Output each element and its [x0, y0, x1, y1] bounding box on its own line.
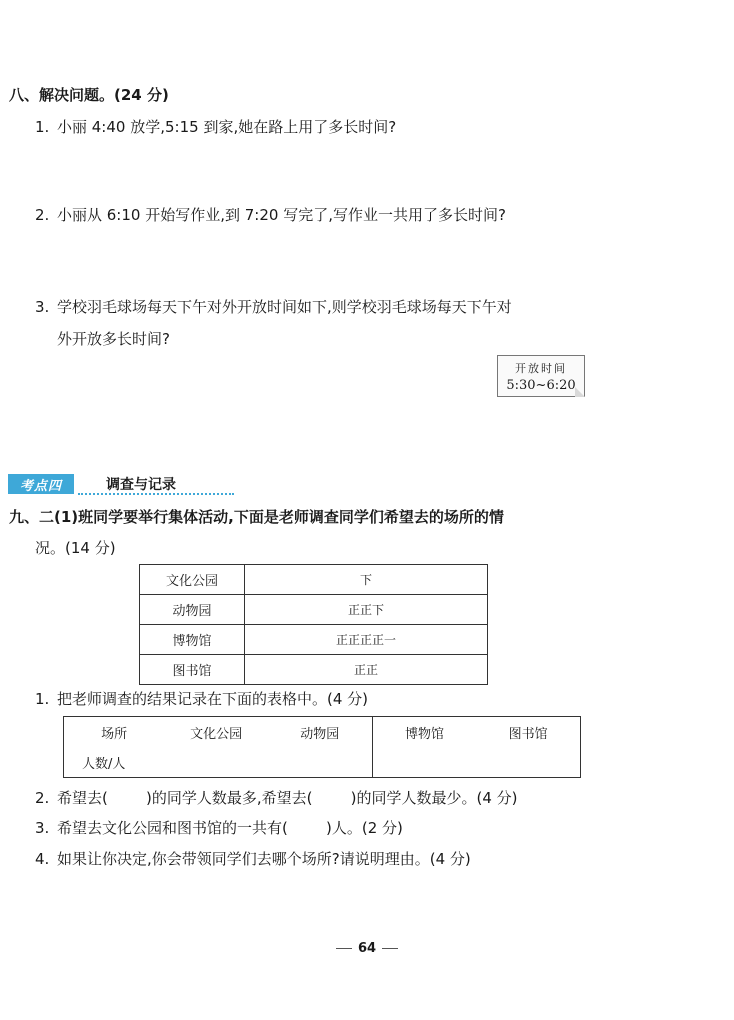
record-table [63, 716, 581, 778]
record-header: 动物园 [300, 726, 340, 742]
record-row-label: 人数/人 [82, 756, 126, 772]
s9-q3-number: 3. [35, 819, 50, 837]
open-time-value: 5:30~6:20 [506, 378, 576, 393]
s9-question-1 [35, 688, 368, 709]
record-cell[interactable] [372, 747, 476, 778]
record-header: 场所 [101, 726, 128, 742]
topic-banner [8, 473, 234, 495]
record-header: 图书馆 [508, 726, 548, 742]
banner-underline [78, 493, 234, 495]
s8-question-2 [35, 204, 506, 225]
page-number-value: 64 [357, 941, 377, 956]
s9-question-3 [35, 817, 403, 838]
topic-title: 调查与记录 [106, 477, 176, 493]
s9-q1-number: 1. [35, 690, 50, 708]
section-9-heading-line2: 况。(14 分) [35, 539, 116, 557]
section-8-heading: 八、解决问题。(24 分) [9, 86, 169, 104]
dash-right [382, 948, 398, 949]
s9-question-2 [35, 787, 517, 808]
s9-q3-text: 希望去文化公园和图书馆的一共有( )人。(2 分) [57, 819, 403, 837]
tally-place: 文化公园 [140, 565, 245, 595]
s9-q4-number: 4. [35, 850, 50, 868]
s8-question-1 [35, 116, 396, 137]
dash-left [336, 948, 352, 949]
s8-q3-number: 3. [35, 298, 50, 316]
s8-q3-line2: 外开放多长时间? [57, 330, 170, 348]
tally-table [139, 564, 488, 685]
section-9-heading-line1: 九、二(1)班同学要举行集体活动,下面是老师调查同学们希望去的场所的情 [9, 508, 504, 526]
record-cell[interactable] [268, 747, 372, 778]
topic-badge: 考点四 [8, 474, 74, 494]
tally-place: 博物馆 [140, 625, 245, 655]
table-row [140, 655, 488, 685]
s8-q1-number: 1. [35, 118, 50, 136]
s9-q4-text: 如果让你决定,你会带领同学们去哪个场所?请说明理由。(4 分) [57, 850, 471, 868]
page-number [0, 941, 734, 956]
tally-marks: 正正正正一 [245, 625, 488, 655]
open-time-title: 开放时间 [515, 362, 567, 375]
table-row [140, 625, 488, 655]
record-cell[interactable] [164, 747, 268, 778]
table-row [140, 595, 488, 625]
record-header: 博物馆 [372, 717, 476, 748]
s9-question-4 [35, 848, 471, 869]
tally-marks: 下 [245, 565, 488, 595]
record-header: 文化公园 [190, 726, 243, 742]
s9-q2-text: 希望去( )的同学人数最多,希望去( )的同学人数最少。(4 分) [57, 789, 518, 807]
tally-place: 图书馆 [140, 655, 245, 685]
table-row [140, 565, 488, 595]
open-time-card [497, 355, 585, 397]
s8-q3-line1: 学校羽毛球场每天下午对外开放时间如下,则学校羽毛球场每天下午对 [57, 298, 512, 316]
s9-q1-text: 把老师调查的结果记录在下面的表格中。(4 分) [57, 690, 369, 708]
s8-q2-text: 小丽从 6:10 开始写作业,到 7:20 写完了,写作业一共用了多长时间? [57, 206, 506, 224]
record-cell[interactable] [476, 747, 580, 778]
tally-marks: 正正下 [245, 595, 488, 625]
s8-q2-number: 2. [35, 206, 50, 224]
s9-q2-number: 2. [35, 789, 50, 807]
page-fold-icon [575, 387, 585, 397]
s8-q1-text: 小丽 4:40 放学,5:15 到家,她在路上用了多长时间? [57, 118, 397, 136]
tally-place: 动物园 [140, 595, 245, 625]
table-row [64, 717, 581, 748]
s8-question-3 [35, 296, 512, 317]
table-row [64, 747, 581, 778]
tally-marks: 正正 [245, 655, 488, 685]
